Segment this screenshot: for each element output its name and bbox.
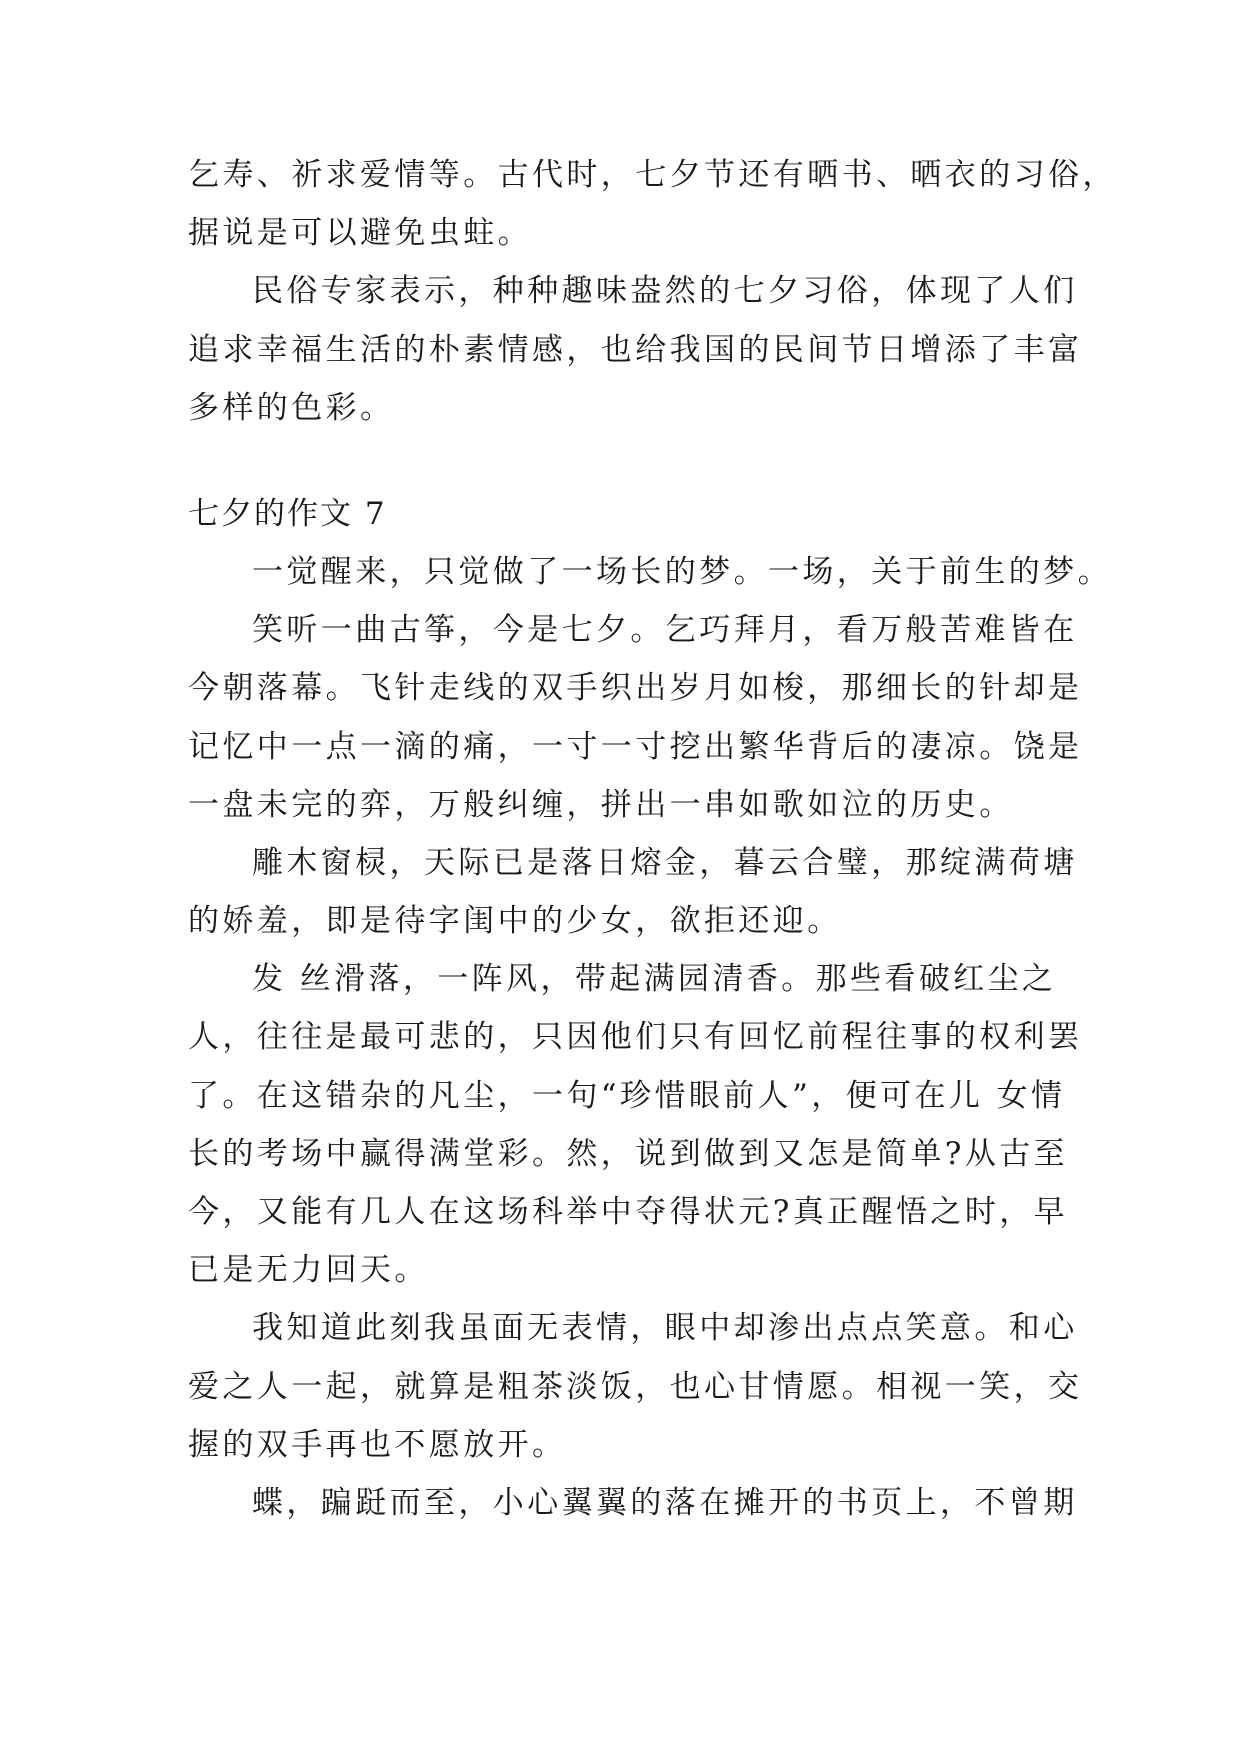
- text-line: 一觉醒来，只觉做了一场长的梦。一场，关于前生的梦。: [252, 553, 1112, 590]
- text-line: 发 丝滑落，一阵风，带起满园清香。那些看破红尘之: [252, 961, 1057, 998]
- paragraph: [188, 543, 1112, 601]
- text-line: 雕木窗棂，天际已是落日熔金，暮云合璧，那绽满荷塘: [252, 844, 1078, 881]
- text-line: 爱之人一起，就算是粗茶淡饭，也心甘情愿。相视一笑，交: [188, 1368, 1083, 1405]
- text-line: 今，又能有几人在这场科举中夺得状元?真正醒悟之时，早: [188, 1194, 1069, 1230]
- text-line: 民俗专家表示，种种趣味盎然的七夕习俗，体现了人们: [252, 273, 1078, 310]
- text-line: 追求幸福生活的朴素情感，也给我国的民间节日增添了丰富: [188, 331, 1083, 368]
- text-line: 长的考场中赢得满堂彩。然，说到做到又怎是简单?从古至: [188, 1135, 1069, 1172]
- paragraph: [188, 1474, 1078, 1532]
- text-line: 笑听一曲古筝，今是七夕。乞巧拜月，看万般苦难皆在: [252, 612, 1078, 649]
- text-line: 人，往往是最可悲的，只因他们只有回忆前程往事的权利罢: [188, 1019, 1083, 1056]
- text-line: 一盘未完的弈，万般纠缠，拼出一串如歌如泣的历史。: [188, 786, 1014, 823]
- text-line: 今朝落幕。飞针走线的双手织出岁月如梭，那细长的针却是: [188, 670, 1083, 707]
- paragraph: [188, 601, 1083, 834]
- text-line: 蝶，蹁跹而至，小心翼翼的落在摊开的书页上，不曾期: [252, 1484, 1078, 1521]
- text-line: 据说是可以避免虫蛀。: [188, 215, 532, 252]
- paragraph: [188, 834, 1078, 950]
- text-line: 乞寿、祈求爱情等。古代时，七夕节还有晒书、晒衣的习俗，: [188, 157, 1117, 193]
- paragraph: [188, 950, 1083, 1299]
- text-line: 了。在这错杂的凡尘，一句“珍惜眼前人”，便可在儿 女情: [188, 1077, 1066, 1114]
- document-page: [188, 146, 1117, 1532]
- essay-heading: 七夕的作文 7: [188, 495, 387, 532]
- text-line: 握的双手再也不愿放开。: [188, 1426, 567, 1463]
- text-line: 已是无力回天。: [188, 1252, 429, 1289]
- paragraph: [188, 146, 1117, 262]
- text-line: 记忆中一点一滴的痛，一寸一寸挖出繁华背后的凄凉。饶是: [188, 728, 1083, 765]
- section-gap: [188, 437, 1058, 485]
- text-line: 的娇羞，即是待字闺中的少女，欲拒还迎。: [188, 903, 842, 940]
- paragraph: [188, 262, 1083, 437]
- text-line: 我知道此刻我虽面无表情，眼中却渗出点点笑意。和心: [252, 1310, 1078, 1347]
- paragraph: [188, 1299, 1083, 1474]
- text-line: 多样的色彩。: [188, 389, 395, 426]
